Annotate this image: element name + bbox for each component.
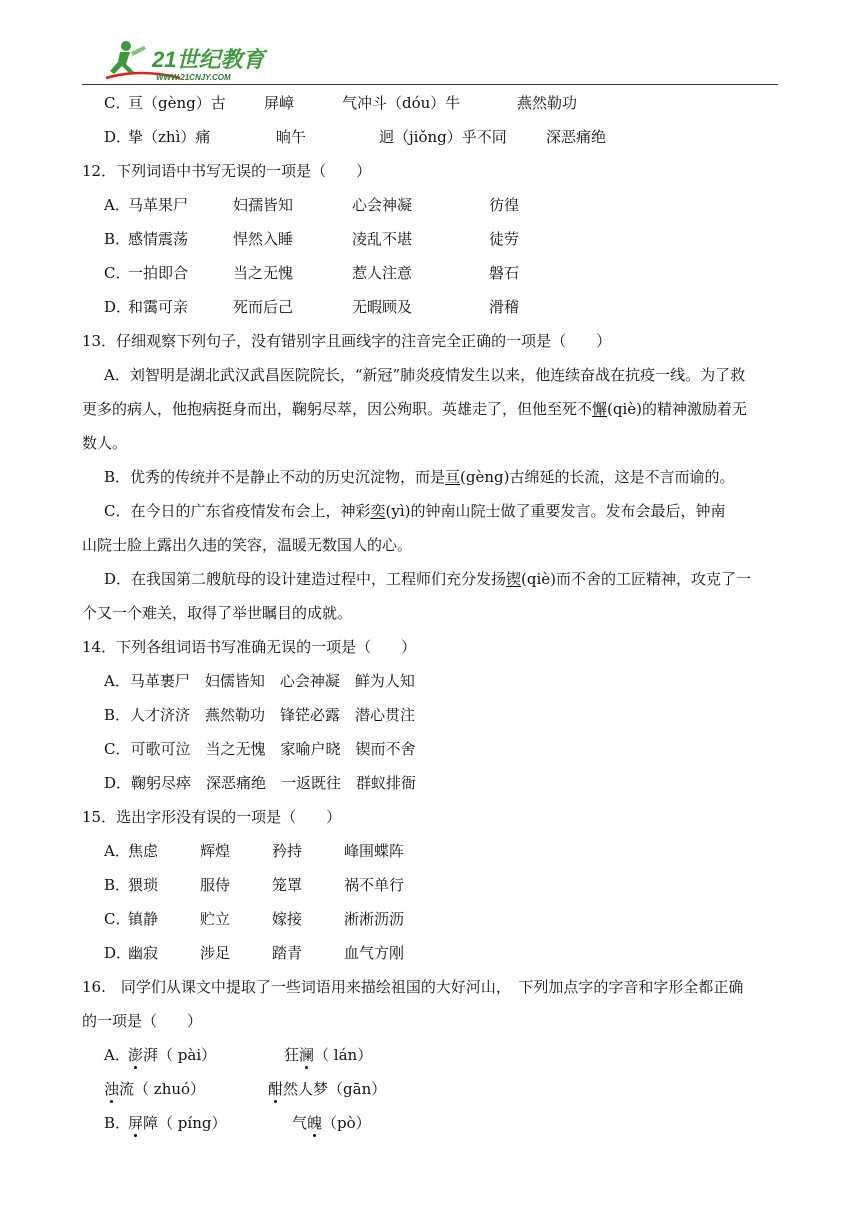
q13-option-a-line3: 数人。 bbox=[82, 434, 128, 452]
underlined-char: 奕 bbox=[370, 502, 386, 520]
underlined-char: 锲 bbox=[506, 570, 522, 588]
q15-stem: 15．选出字形没有误的一项是（ ） bbox=[82, 808, 342, 826]
q13-stem: 13．仔细观察下列句子，没有错别字且画线字的注音完全正确的一项是（ ） bbox=[82, 332, 612, 350]
logo-url: WWW.21CNJY.COM bbox=[156, 73, 231, 82]
underlined-char: 懈 bbox=[592, 400, 608, 418]
q13-option-d-line2: 个又一个难关，取得了举世瞩目的成就。 bbox=[82, 604, 353, 622]
q14-stem: 14．下列各组词语书写准确无误的一项是（ ） bbox=[82, 638, 417, 656]
q16-word-a3: 浊流（ zhuó） bbox=[104, 1080, 206, 1098]
q13-option-a-line1: A．刘智明是湖北武汉武昌医院院长，“新冠”肺炎疫情发生以来，他连续奋战在抗疫一线。为了救 bbox=[104, 366, 746, 384]
q16-word-b2: 气魄（pò） bbox=[292, 1114, 371, 1132]
q16-stem-line1: 16. 同学们从课文中提取了一些词语用来描绘祖国的大好河山， 下列加点字的字音和字形全都正确 bbox=[82, 978, 744, 996]
q16-word-a4: 酣然人梦（gān） bbox=[268, 1080, 387, 1098]
header-rule bbox=[82, 84, 778, 85]
underlined-char: 亘 bbox=[445, 468, 461, 486]
q16-word-a2: 狂澜（ lán） bbox=[284, 1046, 373, 1064]
q16-word-a1: 澎湃（ pài） bbox=[128, 1046, 217, 1064]
q13-option-c-line1: C．在今日的广东省疫情发布会上，神彩奕(yì)的钟南山院士做了重要发言。发布会最后，钟南 bbox=[104, 502, 726, 520]
q16-word-b1: 屏障（ píng） bbox=[128, 1114, 227, 1132]
q16-stem-line2: 的一项是（ ） bbox=[82, 1012, 203, 1030]
q13-option-a-line2: 更多的病人，他抱病挺身而出，鞠躬尽萃，因公殉职。英雄走了，但他至死不懈(qiè)的精神激励着无 bbox=[82, 400, 748, 418]
q13-option-d-line1: D．在我国第二艘航母的设计建造过程中，工程师们充分发扬锲(qiè)而不舍的工匠精神，攻克了一 bbox=[104, 570, 752, 588]
q14-option-d: D．鞠躬尽瘁 深恶痛绝 一返既往 群蚁排衙 bbox=[104, 774, 417, 792]
q13-option-c-line2: 山院士脸上露出久违的笑容，温暖无数国人的心。 bbox=[82, 536, 413, 554]
q13-option-b: B．优秀的传统并不是静止不动的历史沉淀物，而是亘(gèng)古绵延的长流，这是不言而谕的。 bbox=[104, 468, 735, 486]
logo-21cnjy bbox=[100, 38, 280, 84]
q14-option-b: B．人才济济 燕然勒功 锋铓必露 潜心贯注 bbox=[104, 706, 416, 724]
q14-option-a: A．马革裹尸 妇儒皆知 心会神凝 鲜为人知 bbox=[104, 672, 415, 690]
q14-option-c: C．可歌可泣 当之无愧 家喻户晓 锲而不舍 bbox=[104, 740, 416, 758]
logo-text: 21世纪教育 bbox=[152, 47, 265, 72]
q12-stem: 12．下列词语中书写无误的一项是（ ） bbox=[82, 162, 372, 180]
